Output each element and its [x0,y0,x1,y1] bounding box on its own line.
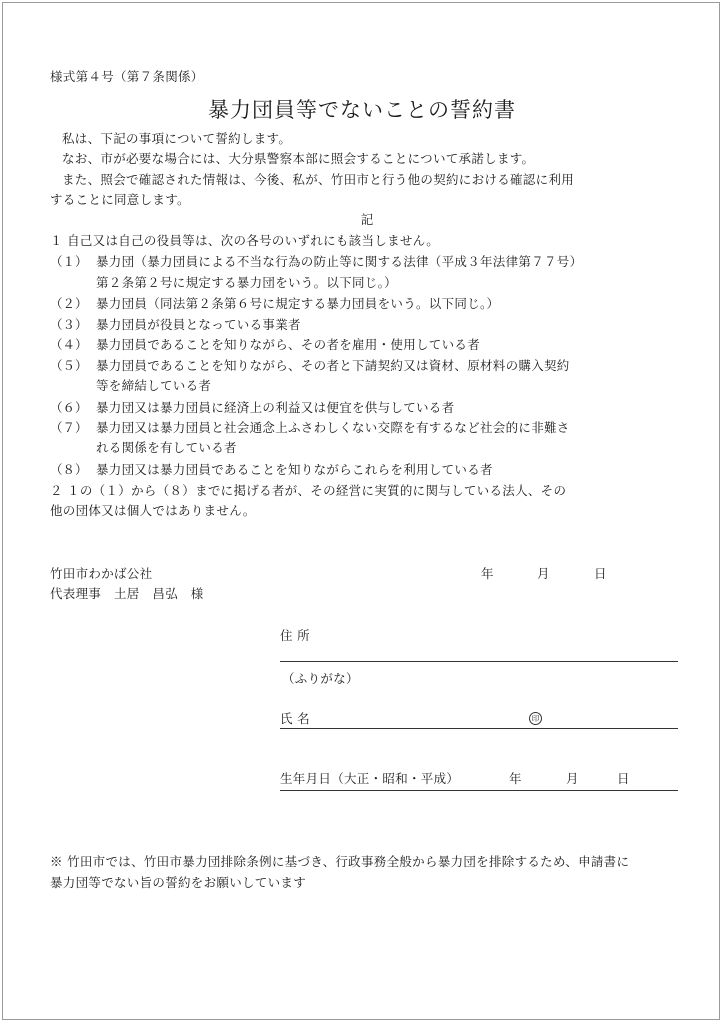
item-number: （１） [50,254,88,269]
addressee-org: 竹田市わかば公社 [50,566,153,581]
birth-year: 年 [509,771,522,786]
item-text: 等を締結している者 [96,378,212,393]
item-text: 第２条第２号に規定する暴力団をいう。以下同じ。） [96,275,397,290]
item-text: 暴力団又は暴力団員と社会通念上ふさわしくない交際を有するなど社会的に非難さ [96,420,570,435]
date-day: 日 [594,566,607,581]
birth-month: 月 [566,771,579,786]
seal-mark: 印 [529,712,542,725]
date-month: 月 [537,566,550,581]
item-number: （８） [50,462,88,477]
item-text: れる関係を有している者 [96,440,237,455]
item-number: （５） [50,358,88,373]
name-label: 氏 名 [280,711,310,726]
intro-line-2: なお、市が必要な場合には、大分県警察本部に照会することについて承諾します。 [62,151,535,166]
intro-line-4: することに同意します。 [50,192,190,207]
item2-line-2: 他の団体又は個人ではありません。 [50,503,256,518]
item-number: （７） [50,420,88,435]
item-number: （２） [50,296,88,311]
item-text: 暴力団員が役員となっている事業者 [96,317,301,332]
addressee-rep: 代表理事 土居 昌弘 様 [50,586,204,601]
item1-header: １ 自己又は自己の役員等は、次の各号のいずれにも該当しません。 [50,233,440,248]
ki-heading: 記 [360,212,374,227]
date-year: 年 [481,566,494,581]
furigana-label: （ふりがな） [282,671,359,686]
item-number: （６） [50,400,88,415]
intro-line-3: また、照会で確認された情報は、今後、私が、竹田市と行う他の契約における確認に利用 [62,172,575,187]
name-underline[interactable] [280,728,678,729]
intro-line-1: 私は、下記の事項について誓約します。 [62,131,292,146]
item-number: （３） [50,317,88,332]
birth-underline[interactable] [280,790,678,791]
item-text: 暴力団（暴力団員による不当な行為の防止等に関する法律（平成３年法律第７７号） [96,254,583,269]
footnote-line-1: ※ 竹田市では、竹田市暴力団排除条例に基づき、行政事務全般から暴力団を排除するため、申請書に [50,854,630,869]
item-number: （４） [50,337,88,352]
birth-label: 生年月日（大正・昭和・平成） [280,771,460,786]
address-label: 住 所 [280,628,310,643]
address-underline[interactable] [280,661,678,662]
document-title: 暴力団員等でないことの誓約書 [208,98,516,122]
item2-line-1: ２ １の（１）から（８）までに掲げる者が、その経営に実質的に関与している法人、その [50,483,567,498]
item-text: 暴力団又は暴力団員に経済上の利益又は便宜を供与している者 [96,400,455,415]
item-text: 暴力団員であることを知りながら、その者を雇用・使用している者 [96,337,481,352]
item-text: 暴力団員であることを知りながら、その者と下請契約又は資材、原材料の購入契約 [96,358,570,373]
footnote-line-2: 暴力団等でない旨の誓約をお願いしています [50,875,307,890]
item-text: 暴力団又は暴力団員であることを知りながらこれらを利用している者 [96,462,493,477]
form-label: 様式第４号（第７条関係） [50,69,204,84]
item-text: 暴力団員（同法第２条第６号に規定する暴力団員をいう。以下同じ。） [96,296,500,311]
birth-day: 日 [617,771,630,786]
